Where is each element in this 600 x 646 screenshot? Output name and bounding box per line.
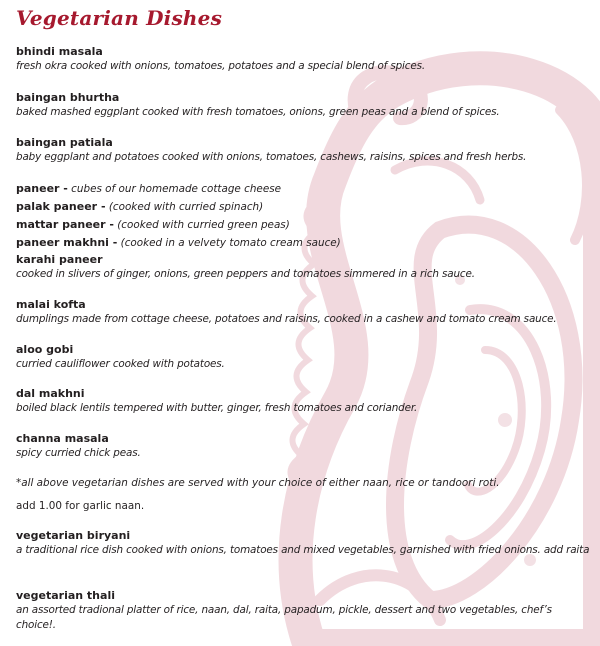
dish-name: aloo gobi <box>16 343 74 356</box>
dish-description: baked mashed eggplant cooked with fresh tomatoes, onions, green peas and a blend of spices. <box>16 106 500 118</box>
dish-name: baingan patiala <box>16 136 113 149</box>
dish-description: boiled black lentils tempered with butter, ginger, fresh tomatoes and coriander. <box>16 402 418 414</box>
dish-description: baby eggplant and potatoes cooked with onions, tomatoes, cashews, raisins, spices and fresh herbs. <box>16 151 527 163</box>
paneer-description: (cooked in a velvety tomato cream sauce) <box>117 237 341 249</box>
menu-item <box>16 90 591 120</box>
menu-item <box>16 342 591 372</box>
dish-description: an assorted tradional platter of rice, naan, dal, raita, papadum, pickle, dessert and two vegetables, chef’s choice!. <box>16 604 552 631</box>
paneer-name: paneer - <box>16 182 68 195</box>
menu-item <box>16 588 591 633</box>
menu-item <box>16 44 591 74</box>
garlic-naan-note: add 1.00 for garlic naan. <box>16 500 145 512</box>
page-title: Vegetarian Dishes <box>16 6 223 30</box>
dish-name: karahi paneer <box>16 253 103 266</box>
paneer-group <box>16 179 591 251</box>
paneer-description: (cooked with curried spinach) <box>105 201 264 213</box>
paneer-description: (cooked with curried green peas) <box>113 219 290 231</box>
dish-name: vegetarian thali <box>16 589 115 602</box>
menu-item <box>16 297 591 327</box>
menu-item <box>16 252 591 282</box>
dish-description: cooked in slivers of ginger, onions, green peppers and tomatoes simmered in a rich sauce. <box>16 268 475 280</box>
dish-name: baingan bhurtha <box>16 91 120 104</box>
dish-description: a traditional rice dish cooked with onions, tomatoes and mixed vegetables, garnished with fried onions. add raita <box>16 544 590 556</box>
menu-item <box>16 431 591 461</box>
dish-description: curried cauliflower cooked with potatoes. <box>16 358 225 370</box>
dish-name: channa masala <box>16 432 109 445</box>
paneer-line <box>16 179 591 197</box>
dish-description: spicy curried chick peas. <box>16 447 141 459</box>
dish-name: bhindi masala <box>16 45 103 58</box>
paneer-description: cubes of our homemade cottage cheese <box>67 183 282 195</box>
dish-description: fresh okra cooked with onions, tomatoes, potatoes and a special blend of spices. <box>16 60 425 72</box>
menu-item <box>16 528 591 558</box>
paneer-name: paneer makhni - <box>16 236 118 249</box>
menu-item <box>16 135 591 165</box>
serving-note: *all above vegetarian dishes are served with your choice of either naan, rice or tandoori roti. <box>16 477 500 489</box>
paneer-name: palak paneer - <box>16 200 106 213</box>
dish-name: malai kofta <box>16 298 86 311</box>
dish-name: dal makhni <box>16 387 85 400</box>
dish-name: vegetarian biryani <box>16 529 131 542</box>
paneer-line <box>16 233 591 251</box>
paneer-line <box>16 197 591 215</box>
menu-item <box>16 386 591 416</box>
paneer-name: mattar paneer - <box>16 218 114 231</box>
paneer-line <box>16 215 591 233</box>
dish-description: dumplings made from cottage cheese, potatoes and raisins, cooked in a cashew and tomato cream sauce. <box>16 313 557 325</box>
